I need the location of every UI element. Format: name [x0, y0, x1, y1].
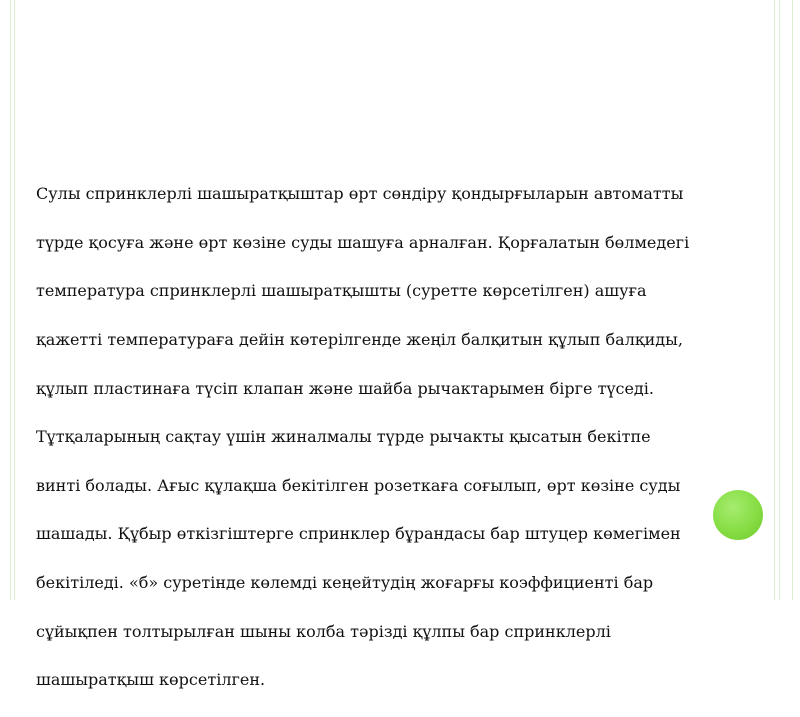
green-circle-decoration	[713, 490, 763, 540]
text-line: температура спринклерлі шашыратқышты (суретте көрсетілген) ашуға	[36, 281, 647, 301]
text-line: Тұтқаларының сақтау үшін жиналмалы түрде рычакты қысатын бекітпе	[36, 427, 651, 447]
decorative-line-left	[14, 0, 15, 600]
text-line: винті болады. Ағыс құлақша бекітілген розеткаға соғылып, өрт көзіне суды	[36, 475, 681, 495]
text-line: сұйықпен толтырылған шыны колба тәрізді құлпы бар спринклерлі	[36, 621, 611, 641]
decorative-line-edge	[792, 0, 793, 600]
text-line: бекітіледі. «б» суретінде көлемді кеңейтудің жоғарғы коэффициенті бар	[36, 573, 654, 593]
text-line: шашады. Құбыр өткізгіштерге спринклер бұрандасы бар штуцер көмегімен	[36, 524, 681, 544]
slide-body-text	[36, 158, 776, 717]
text-line: қажетті температураға дейін көтерілгенде жеңіл балқитын құлып балқиды,	[36, 330, 683, 350]
text-line: Сулы спринклерлі шашыратқыштар өрт сөндіру қондырғыларын автоматты	[36, 184, 684, 204]
text-line: шашыратқыш көрсетілген.	[36, 670, 266, 690]
text-line: құлып пластинаға түсіп клапан және шайба рычактарымен бірге түседі.	[36, 378, 654, 398]
text-line: түрде қосуға және өрт көзіне суды шашуға арналған. Қорғалатын бөлмедегі	[36, 232, 690, 252]
